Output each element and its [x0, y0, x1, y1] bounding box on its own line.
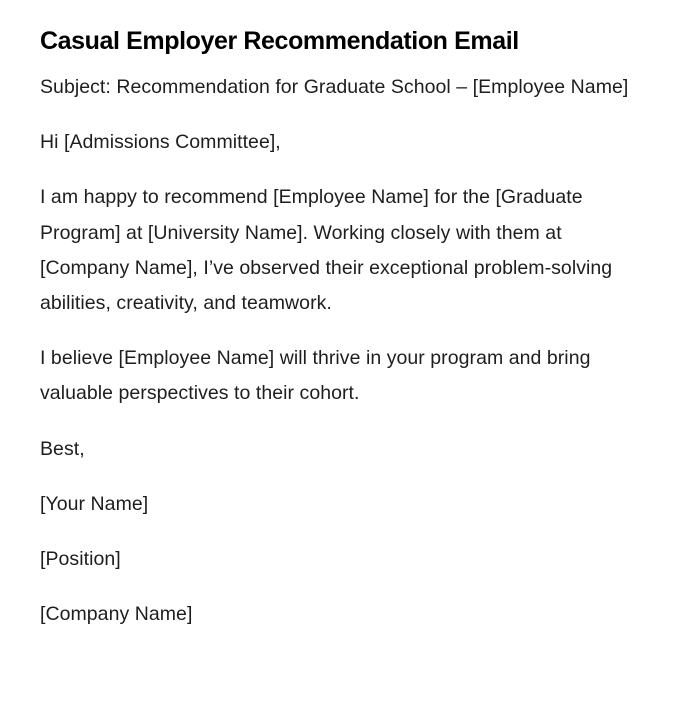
email-sign-off: Best, — [40, 437, 85, 460]
email-greeting: Hi [Admissions Committee], — [40, 131, 281, 154]
signature-position: [Position] — [40, 548, 121, 571]
signature-company: [Company Name] — [40, 603, 193, 626]
document-title: Casual Employer Recommendation Email — [40, 27, 519, 55]
email-subject: Subject: Recommendation for Graduate School – [Employee Name] — [40, 76, 629, 98]
email-document — [40, 22, 650, 652]
email-paragraph-2: I believe [Employee Name] will thrive in your program and bring valuable perspectives to their cohort. — [40, 347, 591, 405]
email-paragraph-1: I am happy to recommend [Employee Name] for the [Graduate Program] at [University Name]. Working closely with them at [Company Name], I’ve observed their exceptional problem-solving abilities, creativity, and teamwork. — [40, 186, 613, 315]
signature-name: [Your Name] — [40, 492, 149, 515]
